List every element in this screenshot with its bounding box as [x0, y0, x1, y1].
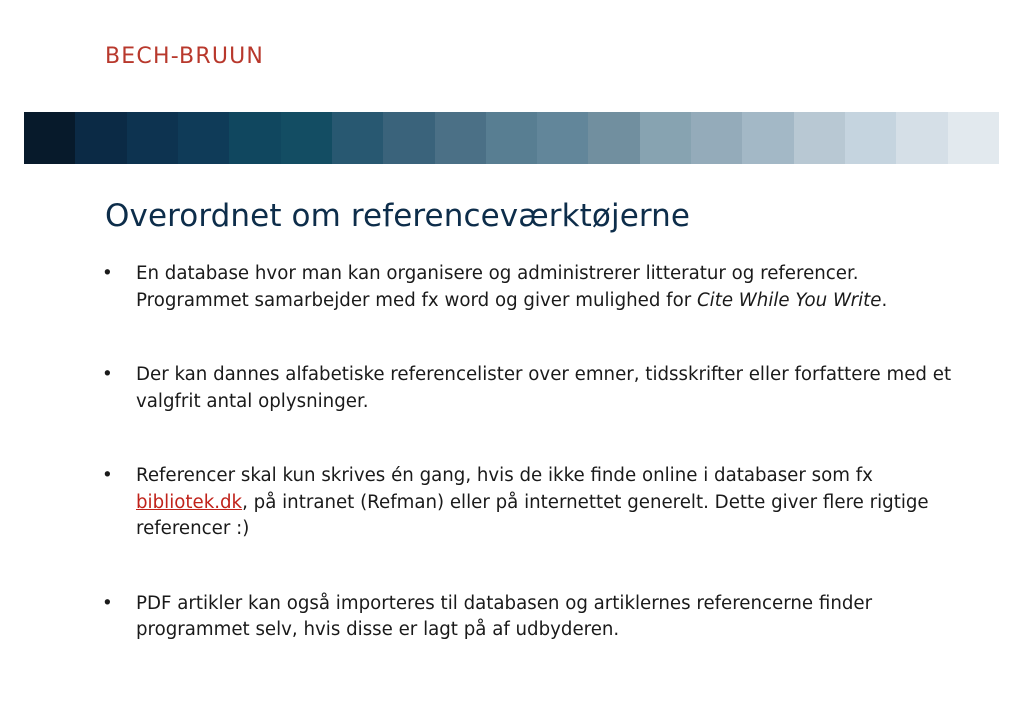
bullet-item-database [100, 261, 960, 314]
color-strip-segment [896, 112, 947, 164]
bullet-text: Referencer skal kun skrives én gang, hvis de ikke finde online i databaser som fx [136, 465, 873, 486]
color-strip-segment [127, 112, 178, 164]
color-strip-segment [640, 112, 691, 164]
bullet-marker: • [102, 592, 113, 614]
bullet-text: En database hvor man kan organisere og administrerer litteratur og referencer. Programmet samarbejder med fx word og giver mulighed for [136, 263, 859, 311]
bullet-text-end: , på intranet (Refman) eller på internettet generelt. Dette giver flere rigtige referencer :) [136, 491, 929, 539]
color-strip-segment [537, 112, 588, 164]
bibliotek-link[interactable]: bibliotek.dk [136, 491, 243, 513]
color-strip-segment [486, 112, 537, 164]
bullet-text-end: . [881, 289, 888, 311]
color-strip-segment [75, 112, 126, 164]
color-strip-segment [229, 112, 280, 164]
bullet-marker: • [102, 263, 113, 284]
bullet-item-references-once [100, 463, 960, 543]
color-strip-segment [845, 112, 896, 164]
color-strip-segment [794, 112, 845, 164]
bullet-item-reference-lists [100, 362, 960, 415]
company-logo: BECH-BRUUN [105, 44, 265, 69]
color-strip-segment [948, 112, 999, 164]
color-strip-segment [691, 112, 742, 164]
color-strip-segment [588, 112, 639, 164]
color-strip-segment [332, 112, 383, 164]
color-strip-segment [178, 112, 229, 164]
color-strip-segment [24, 112, 75, 164]
bullet-italic-text: Cite While You Write [696, 289, 882, 311]
bullet-item-pdf-import [100, 591, 960, 644]
bullet-marker: • [102, 364, 113, 385]
color-strip-segment [435, 112, 486, 164]
color-strip-segment [383, 112, 434, 164]
color-strip-segment [742, 112, 793, 164]
bullet-text: Der kan dannes alfabetiske referencelister over emner, tidsskrifter eller forfattere med et valgfrit antal oplysninger. [136, 364, 952, 412]
bullet-marker: • [102, 465, 113, 486]
slide-title: Overordnet om referenceværktøjerne [105, 198, 691, 234]
bullet-list [100, 261, 960, 644]
color-gradient-strip [24, 112, 999, 164]
color-strip-segment [281, 112, 332, 164]
bullet-text: PDF artikler kan også importeres til databasen og artiklernes referencerne finder programmet selv, hvis disse er lagt på af udbyderen. [136, 592, 873, 640]
